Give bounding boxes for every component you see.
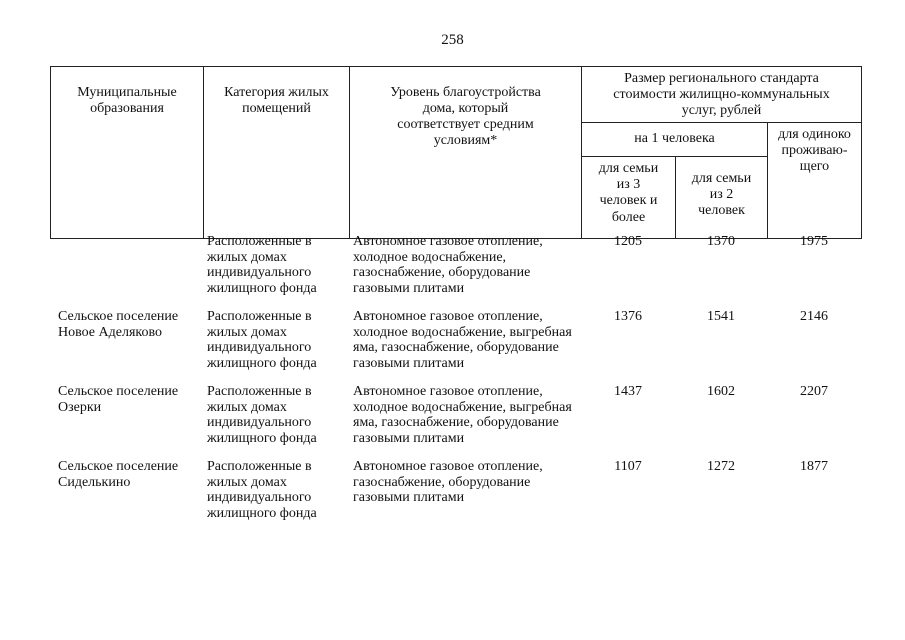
cell-single: 2207 (800, 384, 828, 399)
cell-family2: 1272 (707, 459, 735, 474)
cell-level: Автономное газовое отопление, холодное водоснабжение, выгребная яма, газоснабжение, оборудование газовыми плитами (353, 309, 572, 372)
cell-category: Расположенные в жилых домах индивидуального жилищного фонда (207, 309, 317, 372)
table-header (50, 66, 862, 239)
cell-level: Автономное газовое отопление, холодное водоснабжение, выгребная яма, газоснабжение, оборудование газовыми плитами (353, 384, 572, 447)
header-per-person: на 1 человека (582, 123, 768, 157)
cell-family3: 1107 (614, 459, 642, 474)
header-standard: Размер регионального стандарта стоимости жилищно-коммунальных услуг, рублей (582, 67, 862, 123)
header-family2: для семьи из 2 человек (676, 157, 768, 239)
cell-family2: 1602 (707, 384, 735, 399)
cell-family3: 1376 (614, 309, 642, 324)
table-body (50, 234, 861, 534)
cell-category: Расположенные в жилых домах индивидуального жилищного фонда (207, 384, 317, 447)
cell-family2: 1541 (707, 309, 735, 324)
table-row (50, 234, 861, 309)
cell-family2: 1370 (707, 234, 735, 249)
cell-level: Автономное газовое отопление, холодное водоснабжение, газоснабжение, оборудование газовыми плитами (353, 234, 543, 297)
table-row (50, 309, 861, 384)
table-row (50, 384, 861, 459)
header-family3: для семьи из 3 человек и более (582, 157, 676, 239)
cell-family3: 1205 (614, 234, 642, 249)
cell-municipality: Сельское поселение Озерки (58, 384, 179, 415)
cell-category: Расположенные в жилых домах индивидуального жилищного фонда (207, 459, 317, 522)
cell-single: 2146 (800, 309, 828, 324)
header-single: для одиноко проживаю-щего (768, 123, 862, 239)
cell-municipality: Сельское поселение Новое Аделяково (58, 309, 179, 340)
table-row (50, 459, 861, 534)
cell-category: Расположенные в жилых домах индивидуального жилищного фонда (207, 234, 317, 297)
header-category: Категория жилых помещений (204, 67, 350, 239)
cell-municipality (50, 234, 203, 309)
header-level: Уровень благоустройства дома, который соответствует средним условиям* (350, 67, 582, 239)
cell-single: 1975 (800, 234, 828, 249)
cell-family3: 1437 (614, 384, 642, 399)
page-number: 258 (441, 32, 464, 48)
header-municipal: Муниципальные образования (51, 67, 204, 239)
cell-municipality: Сельское поселение Сиделькино (58, 459, 179, 490)
cell-single: 1877 (800, 459, 828, 474)
cell-level: Автономное газовое отопление, газоснабжение, оборудование газовыми плитами (353, 459, 543, 506)
